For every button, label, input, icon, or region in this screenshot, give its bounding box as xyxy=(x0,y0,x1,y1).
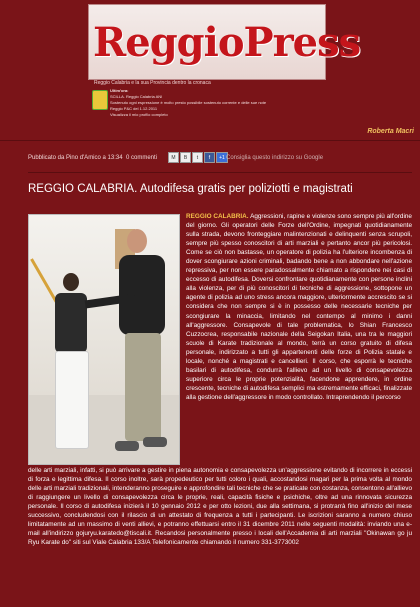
author-name[interactable]: Roberta Macri xyxy=(367,128,414,135)
divider xyxy=(28,172,412,173)
email-share-button[interactable]: M xyxy=(168,152,179,163)
google-plus-button[interactable]: +1 xyxy=(216,152,228,163)
article-photo xyxy=(28,214,180,465)
blog-share-button[interactable]: B xyxy=(180,152,191,163)
profile-link[interactable]: Visualizza il mio profilo completo xyxy=(110,112,168,117)
badge-icon xyxy=(92,90,108,110)
article-title[interactable]: REGGIO CALABRIA. Autodifesa gratis per poliziotti e magistrati xyxy=(28,183,353,195)
twitter-share-button[interactable]: t xyxy=(192,152,203,163)
site-tagline: Reggio Calabria e la sua Provincia dentro la cronaca xyxy=(94,80,211,86)
divider xyxy=(0,140,420,141)
masthead[interactable] xyxy=(88,4,361,80)
article-text: Aggressioni, rapine e violenze sono sempre più all'ordine del giorno. Gli operatori delle Forze dell'Ordine, impegnati quotidianamente sulla strada, devono fronteggiare malintenzionati e delinquenti senza scrupoli, sempre più spesso conoscitori di arti marziali e pertanto ancor più pericolosi. Come se ciò non bastasse, un operatore di polizia ha l'ulteriore incombenza di dover scongiurare azioni criminali, badando bene a non abbondare nell'azione repressiva, per non essere paradossalmente chiamato a rispondere nei casi di eccesso di autodifesa. Doversi confrontare quotidianamente con persone inclini alla violenza, per di più conoscitori di tecniche di aggressione, sottopone un agente di polizia ad uno stress ancora maggiore, ulteriormente accrescito se si considera che non sempre si è in possesso delle necessarie tecniche per scongiurare la minaccia, limitando nel contempo al minimo i danni all'aggressore. Consapevole di tale problematica, lo Shian Francesco Cuzzocrea, responsabile nazionale della Seigokan Italia, una tra le maggiori scuole di Karate tradizionale al mondo, terrà un corso gratuito di difesa personale, indirizzato a tutti gli appartenenti delle forze di Polizia statale e locale, nonché a magistrati e cancellieri. Il corso, che esporrà le tecniche basilari di autodifesa, condurrà l'allievo ad un livello di consapevolezza superiore circa le proprie potenzialità, facendone apprendere, in ordine crescente, tecniche di autodifesa semplici ma estremamente efficaci, finalizzate alla gestione dell'aggressore in modo controllato. Intraprendendo il percorso xyxy=(186,213,412,401)
article-body-continued: delle arti marziali, infatti, si può arrivare a gestire in piena autonomia e consapevolezza un'aggressione evitando di incorrere in eccessi di forza e legittima difesa. Il corso inoltre, sarà propedeutico per tutti coloro i quali, accostandosi magari per la prima volta al mondo delle arti marziali tradizionali, intenderanno proseguire e approfondire tali tecniche che se praticate con costanza, consentono all'allievo di raggiungere un livello di consapevolezza circa le proprie, reali, capacità fisiche e psichiche, oltre ad una rinnovata sicurezza personale. Il corso di autodifesa inizierà il 10 gennaio 2012 e per otto lezioni, due alla settimana, si protrarrà fino all'inizio del mese successivo, concludendosi con il rilascio di un attestato di frequenza a tutti i partecipanti. Le iscrizioni saranno a numero chiuso limitatamente ad un massimo di venti allievi, e potranno effettuarsi entro il 31 dicembre 2011 nelle seguenti modalità: inviando una e-mail all'indirizzo gojuryu.karatedo@tiscali.it. Recandosi personalmente presso i locali dell'Accademia di arti marziali "Okinawan go ju Ryu Karate do" siti sul Viale Calabria 133/A Telefonicamente chiamando il numero 331-3773002 xyxy=(28,467,412,547)
post-meta xyxy=(28,152,408,164)
news-box xyxy=(92,88,322,120)
comments-link[interactable]: 0 commenti xyxy=(126,155,158,161)
news-line: SCILLA. Reggio Calabria ANI xyxy=(110,94,163,99)
facebook-share-button[interactable]: f xyxy=(204,152,215,163)
share-buttons xyxy=(168,152,228,164)
news-line: Reggio P&C del 1.12.2011 xyxy=(110,106,158,111)
published-info: Pubblicato da Pino d'Amico a 13:34 xyxy=(28,155,123,161)
recommend-link[interactable]: Consiglia questo indirizzo su Google xyxy=(226,155,324,161)
article-lead: REGGIO CALABRIA. xyxy=(186,213,249,220)
news-line: Ultim'ora: xyxy=(110,88,129,93)
site-logo[interactable]: ReggioPress xyxy=(93,19,361,66)
article-body xyxy=(186,212,412,402)
news-line: Sostenuto ogni espressione è molto presto possibile sostenuto corrente e delle sue note xyxy=(110,100,267,105)
